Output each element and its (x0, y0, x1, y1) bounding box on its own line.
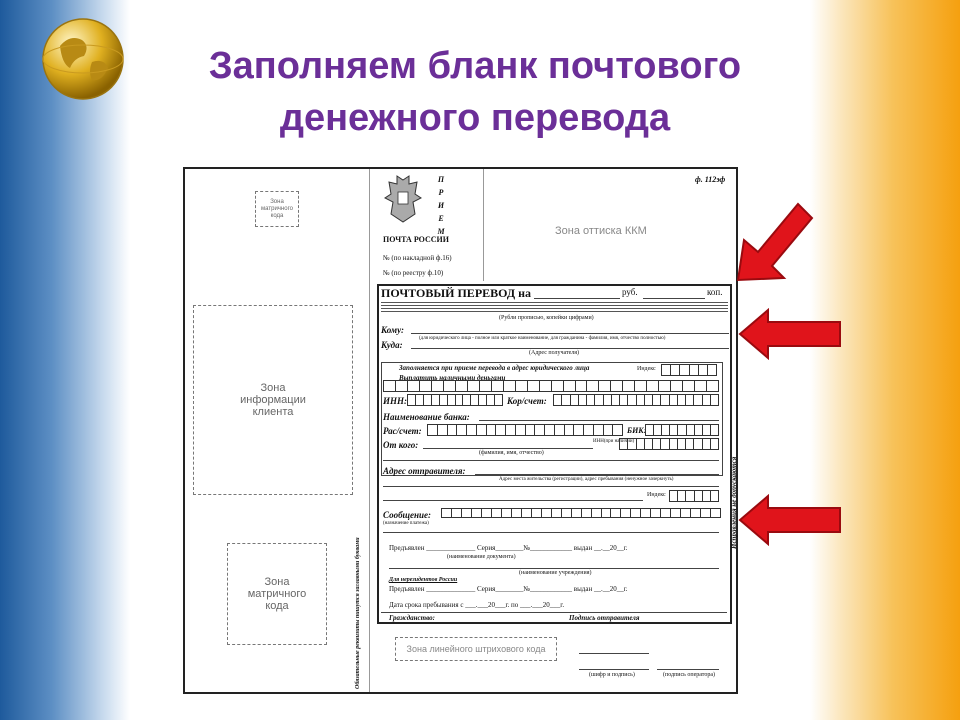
title-line-2: денежного перевода (279, 97, 671, 139)
podpis-label: Подпись отправителя (569, 614, 640, 622)
pred2-field: Предъявлен ______________ Серия________№____________ выдан __.__20__г. (389, 585, 628, 593)
bank-label: Наименование банка: (383, 412, 470, 422)
side-note-left: Обязательные реквизиты пишутся заглавными буквами (355, 537, 361, 689)
nerez-label: Для нерезидентов России (389, 577, 458, 583)
transfer-header: ПОЧТОВЫЙ ПЕРЕВОД на (381, 286, 532, 300)
index-label: Индекс (637, 366, 656, 372)
matrix-code-label: Зона матричного кода (247, 576, 307, 612)
form-divider (369, 169, 370, 692)
client-info-label: Зона информации клиента (240, 382, 306, 418)
legal-entity-note: Заполняется при приеме перевода в адрес юридического лица (399, 364, 590, 372)
form-code: ф. 112эф (695, 175, 726, 184)
komu-hint: (для юридического лица - полное или краткое наименование, для гражданина - фамилия, имя, отчество полностью) (419, 336, 666, 341)
ot-kogo-label: От кого: (383, 440, 419, 450)
side-note-right: Исправления не допускаются (730, 456, 738, 549)
reestr-field: № (по реестру ф.10) (383, 269, 444, 277)
inn-optional: ИНН(при наличии) (593, 439, 635, 444)
coat-of-arms-icon (383, 174, 423, 224)
rasschet-label: Рас/счет: (383, 426, 422, 436)
red-arrow-icon (738, 494, 842, 546)
doc-hint-1: (наименование документа) (447, 554, 516, 560)
kkm-zone: Зона оттиска ККМ (555, 225, 647, 237)
podpis-operator-hint: (подпись оператора) (663, 672, 715, 678)
amount-lines (381, 302, 728, 312)
pred1-field: Предъявлен ______________ Серия________№____________ выдан __.__20__г. (389, 544, 628, 552)
left-gradient-band (0, 0, 130, 720)
kop-label: коп. (707, 287, 723, 297)
rub-hint: (Рубли прописью, копейки цифрами) (499, 315, 594, 321)
red-arrow-icon (734, 200, 814, 284)
right-gradient-band (810, 0, 960, 720)
title-line-1: Заполняем бланк почтового (208, 45, 742, 87)
nakladnaya-field: № (по накладной ф.16) (383, 254, 452, 262)
komu-label: Кому: (381, 325, 404, 335)
kuda-hint: (Адрес получателя) (529, 350, 580, 356)
matrix-code-zone-small: Зона матричного кода (255, 191, 299, 227)
adres-hint: Адрес места жительства (регистрации), адрес пребывания (ненужное зачеркнуть) (499, 477, 674, 482)
kkm-divider (483, 169, 484, 281)
post-name: ПОЧТА РОССИИ (383, 235, 449, 244)
korschet-label: Кор/счет: (507, 396, 547, 406)
red-arrow-icon (738, 308, 842, 360)
money-order-form (183, 167, 738, 694)
inn-label: ИНН: (383, 396, 407, 406)
matrix-code-zone (227, 543, 327, 645)
client-info-zone (193, 305, 353, 495)
globe-icon (40, 16, 126, 102)
soob-label: Сообщение: (383, 510, 432, 520)
index2-label: Индекс (647, 492, 666, 498)
transfer-section (377, 284, 732, 624)
kuda-label: Куда: (381, 340, 403, 350)
uchr-hint: (наименование учреждения) (519, 570, 592, 576)
grazhd-label: Гражданство: (389, 614, 435, 622)
shifr-hint: (шифр и подпись) (589, 672, 635, 678)
priem-label: П Р И Е М (437, 175, 445, 236)
bik-label: БИК: (627, 426, 647, 435)
rub-label: руб. (622, 287, 638, 297)
srok-field: Дата срока пребывания с ___.___20___г. по ___.___20___г. (389, 601, 565, 609)
vyplatit-label: Выплатить наличными деньгами (399, 374, 506, 382)
barcode-zone: Зона линейного штрихового кода (395, 637, 557, 661)
page-title (140, 40, 810, 144)
soob-hint: (назначение платежа) (383, 521, 429, 526)
adres-label: Адрес отправителя: (383, 466, 466, 476)
ot-hint: (фамилия, имя, отчество) (479, 450, 544, 456)
